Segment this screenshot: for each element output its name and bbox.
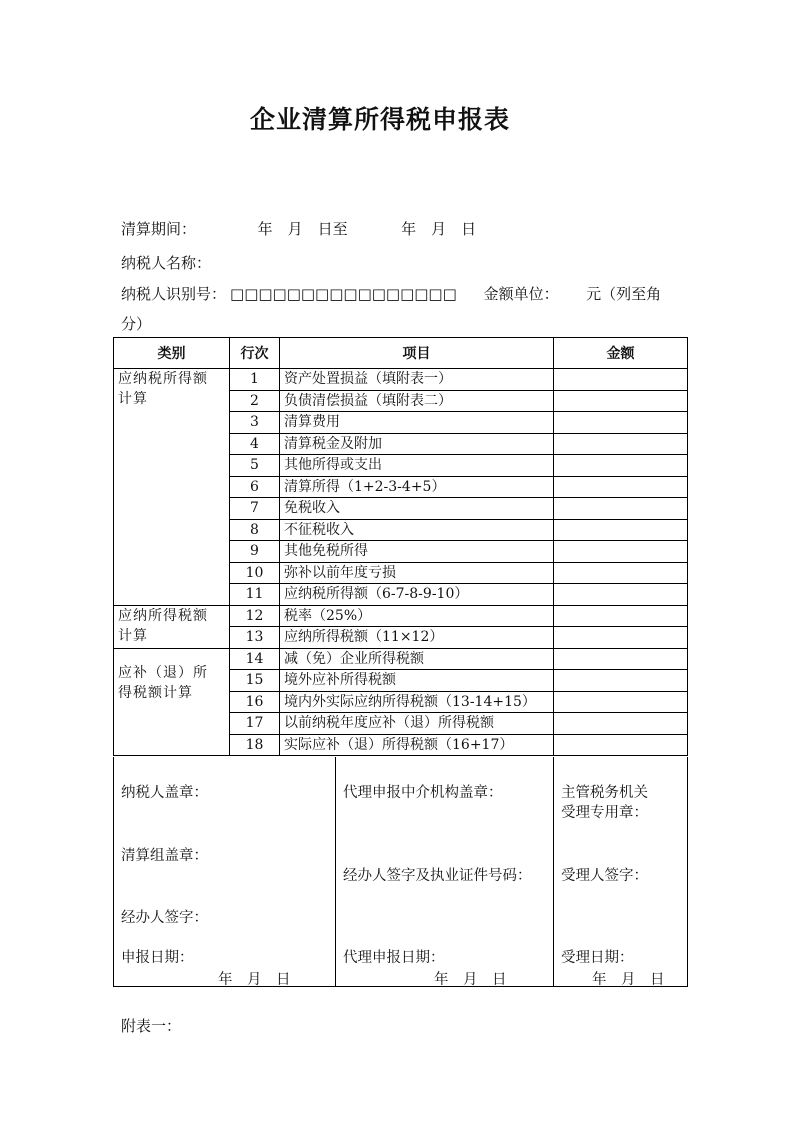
amount-cell[interactable]: [554, 734, 688, 756]
amount-cell[interactable]: [554, 390, 688, 412]
attachment-label: 附表一：: [121, 1017, 182, 1035]
item-label: 不征税收入: [280, 519, 554, 541]
line-no: 14: [230, 648, 280, 670]
item-label: 资产处置损益（填附表一）: [280, 369, 554, 391]
item-label: 境内外实际应纳所得税额（13-14+15）: [280, 691, 554, 713]
receive-date-label: 受理日期：: [561, 950, 634, 966]
amount-cell[interactable]: [554, 648, 688, 670]
taxpayer-id-line: [121, 283, 661, 304]
line-no: 10: [230, 562, 280, 584]
agent-handler-label: 经办人签字及执业证件号码：: [343, 868, 532, 884]
form-title: 企业清算所得税申报表: [249, 105, 510, 134]
item-label: 清算所得（1+2-3-4+5）: [280, 476, 554, 498]
item-label: 境外应补所得税额: [280, 670, 554, 692]
item-label: 其他所得或支出: [280, 455, 554, 477]
unit-label: 金额单位：: [483, 285, 559, 303]
amount-cell[interactable]: [554, 433, 688, 455]
agent-date-label: 代理申报日期：: [343, 950, 445, 966]
taxpayer-id-label: 纳税人识别号：: [121, 285, 227, 303]
category-tax-payable: 应纳所得税额 计算: [114, 605, 230, 648]
amount-cell[interactable]: [554, 691, 688, 713]
amount-cell[interactable]: [554, 670, 688, 692]
line-no: 8: [230, 519, 280, 541]
amount-cell[interactable]: [554, 476, 688, 498]
liquidation-seal-label: 清算组盖章：: [121, 848, 208, 864]
item-label: 免税收入: [280, 498, 554, 520]
declaration-table: [113, 337, 688, 756]
taxpayer-seal-label: 纳税人盖章：: [121, 785, 208, 801]
line-no: 13: [230, 627, 280, 649]
item-label: 应纳所得税额（11×12）: [280, 627, 554, 649]
line-no: 15: [230, 670, 280, 692]
table-header-row: [114, 338, 688, 369]
table-row: [114, 369, 688, 391]
agent-signature-cell[interactable]: [336, 757, 554, 987]
line-no: 1: [230, 369, 280, 391]
amount-cell[interactable]: [554, 713, 688, 735]
taxpayer-signature-cell[interactable]: [114, 757, 336, 987]
declare-date-label: 申报日期：: [121, 950, 194, 966]
item-label: 减（免）企业所得税额: [280, 648, 554, 670]
amount-cell[interactable]: [554, 627, 688, 649]
receiver-sign-label: 受理人签字：: [561, 868, 648, 884]
period-label: 清算期间：: [121, 220, 197, 238]
item-label: 清算费用: [280, 412, 554, 434]
category-taxable-income: 应纳税所得额 计算: [114, 369, 230, 606]
authority-label-1: 主管税务机关: [561, 785, 648, 801]
line-no: 12: [230, 605, 280, 627]
item-label: 其他免税所得: [280, 541, 554, 563]
line-no: 7: [230, 498, 280, 520]
header-amount: 金额: [554, 338, 688, 369]
period-from: 年 月 日至: [257, 220, 348, 238]
amount-cell[interactable]: [554, 562, 688, 584]
line-no: 3: [230, 412, 280, 434]
period-line: [121, 218, 476, 239]
line-no: 5: [230, 455, 280, 477]
agent-date-ymd: 年 月 日: [434, 972, 507, 988]
amount-cell[interactable]: [554, 455, 688, 477]
amount-cell[interactable]: [554, 541, 688, 563]
item-label: 实际应补（退）所得税额（16+17）: [280, 734, 554, 756]
unit-cont: 分）: [121, 315, 152, 333]
declare-date-ymd: 年 月 日: [218, 972, 291, 988]
unit-value: 元（列至角: [586, 285, 662, 303]
item-label: 应纳税所得额（6-7-8-9-10）: [280, 584, 554, 606]
taxpayer-name-line: [121, 252, 211, 273]
handler-sign-label: 经办人签字：: [121, 910, 208, 926]
amount-cell[interactable]: [554, 412, 688, 434]
item-label: 负债清偿损益（填附表二）: [280, 390, 554, 412]
signature-table: [113, 757, 688, 987]
item-label: 以前纳税年度应补（退）所得税额: [280, 713, 554, 735]
table-row: [114, 648, 688, 670]
amount-cell[interactable]: [554, 584, 688, 606]
line-no: 9: [230, 541, 280, 563]
amount-cell[interactable]: [554, 498, 688, 520]
header-category: 类别: [114, 338, 230, 369]
line-no: 6: [230, 476, 280, 498]
amount-cell[interactable]: [554, 369, 688, 391]
table-row: [114, 605, 688, 627]
header-line-no: 行次: [230, 338, 280, 369]
amount-cell[interactable]: [554, 605, 688, 627]
header-item: 项目: [280, 338, 554, 369]
item-label: 税率（25%）: [280, 605, 554, 627]
agent-seal-label: 代理申报中介机构盖章：: [343, 785, 503, 801]
taxpayer-id-boxes[interactable]: □□□□□□□□□□□□□□□□: [230, 285, 457, 303]
line-no: 16: [230, 691, 280, 713]
authority-signature-cell[interactable]: [554, 757, 688, 987]
item-label: 弥补以前年度亏损: [280, 562, 554, 584]
taxpayer-name-label: 纳税人名称：: [121, 254, 212, 272]
amount-cell[interactable]: [554, 519, 688, 541]
authority-label-2: 受理专用章：: [561, 805, 648, 821]
item-label: 清算税金及附加: [280, 433, 554, 455]
line-no: 4: [230, 433, 280, 455]
category-tax-refund: 应补（退）所 得税额计算: [114, 648, 230, 756]
line-no: 18: [230, 734, 280, 756]
line-no: 2: [230, 390, 280, 412]
receive-date-ymd: 年 月 日: [592, 972, 665, 988]
period-to: 年 月 日: [401, 220, 477, 238]
line-no: 17: [230, 713, 280, 735]
line-no: 11: [230, 584, 280, 606]
